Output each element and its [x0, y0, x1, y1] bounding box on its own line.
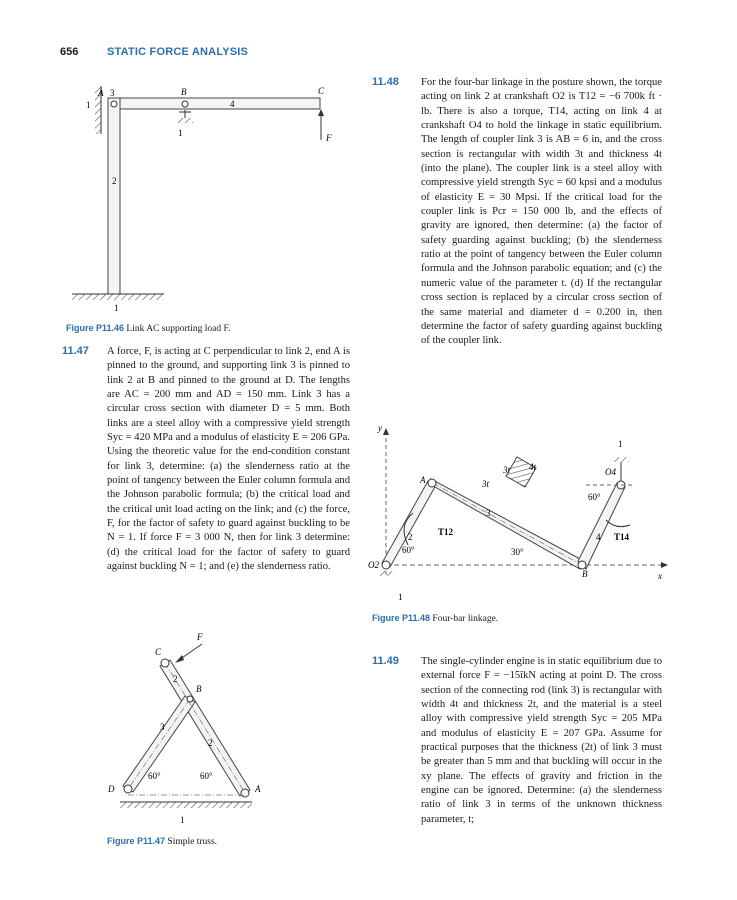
label-2-top: 2: [173, 674, 178, 684]
label-angle-right: 60°: [200, 771, 213, 781]
pin-a: [428, 479, 436, 487]
label-1-mid: 1: [178, 128, 183, 138]
label-1-bottom: 1: [114, 303, 119, 313]
ground-o2: [380, 571, 394, 576]
label-1-bottom: 1: [398, 592, 403, 602]
label-c: C: [155, 647, 162, 657]
label-a: A: [255, 784, 261, 794]
label-angle-left: 60°: [148, 771, 161, 781]
label-3t-b: 3t: [482, 479, 490, 489]
support-b: [177, 118, 193, 123]
problem-text-11-48: For the four-bar linkage in the posture shown, the torque acting on link 2 at crankshaft O2 is T12 = −6 700k ft · lb. There is also a torque, T14, acting on link 4 at crankshaft O4 to hold the linkage in static equilibrium. The length of coupler link 3 is AB = 6 in, and the cross section is rectangular with width 3t and thickness 4t (into the plane). The coupler link is a steel alloy with compressive yield strength Syc = 60 kpsi and a modulus of elasticity E = 30 Mpsi. If the critical load for the coupler link is Pcr = 150 000 lb, and the effects of gravity are ignored, then determine: (a) the factor of safety guarding against buckling; (b) the slenderness ratio at the point of tangency between the Euler column formula and the Johnson parabolic equation; and (c) the numeric value of the parameter t. (d) If the rectangular cross section is replaced by a circular cross section of the same material and diameter d = 0.200 in, then determine the factor of safety guarding against buckling of the coupler link.: [421, 77, 662, 347]
pin-b: [182, 101, 188, 107]
torque-t14-arrow: [606, 520, 630, 527]
label-3: 3: [110, 88, 115, 98]
problem-number-11-48: 11.48: [372, 76, 399, 88]
label-angle-60-right: 60°: [588, 492, 601, 502]
label-o4: O4: [605, 467, 616, 477]
label-c: C: [318, 86, 325, 96]
label-b: B: [196, 684, 202, 694]
label-t14: T14: [614, 532, 630, 542]
label-3: 3: [160, 722, 165, 732]
label-t12: T12: [438, 527, 454, 537]
label-1-top: 1: [618, 439, 623, 449]
running-header: STATIC FORCE ANALYSIS: [107, 46, 249, 58]
figure-p11-48: [368, 425, 668, 605]
pin-c: [161, 659, 169, 667]
problem-text-11-49: The single-cylinder engine is in static equilibrium due to external force F = −15îkN acting at point D. The cross section of the connecting rod (link 3) is rectangular with width 4t and thickness 2t, and the material is a steel alloy with compressive yield strength Syc = 205 MPa and modulus of elasticity E = 207 GPa. Assume for practical purposes that the thickness (2t) of link 3 must be greater than 5 mm and that buckling will occur in the xy plane. The effects of gravity and friction in the engine can be ignored. Determine: (a) the slenderness ratio of link 3 in terms of the unknown thickness parameter, t;: [421, 656, 662, 825]
label-b: B: [181, 87, 187, 97]
problem-number-11-49: 11.49: [372, 655, 399, 667]
ground-o4: [613, 457, 629, 462]
label-angle-60-left: 60°: [402, 545, 415, 555]
pin-b: [187, 696, 193, 702]
label-4: 4: [230, 99, 235, 109]
y-axis-arrowhead: [383, 428, 389, 435]
link-3-centerline: [433, 483, 582, 565]
pin-a: [111, 101, 117, 107]
label-d: D: [108, 784, 115, 794]
caption-p11-47: Figure P11.47 Simple truss.: [107, 836, 218, 847]
page-number: 656: [60, 46, 79, 58]
label-b: B: [582, 569, 588, 579]
label-a: A: [98, 88, 104, 98]
label-angle-30: 30°: [511, 547, 524, 557]
force-f-arrowhead: [318, 109, 324, 116]
label-1: 1: [180, 815, 185, 825]
label-f: F: [326, 133, 332, 143]
label-3t-a: 3t: [503, 465, 511, 475]
pin-d: [124, 785, 132, 793]
force-f-arrowhead: [175, 655, 184, 663]
label-y: y: [378, 425, 382, 433]
label-a: A: [420, 475, 426, 485]
figure-p11-46: [60, 78, 350, 318]
label-x: x: [658, 571, 662, 581]
x-axis-arrowhead: [661, 562, 668, 568]
label-1-left: 1: [86, 100, 91, 110]
label-4t: 4t: [529, 462, 537, 472]
label-o2: O2: [368, 560, 379, 570]
link-ac: [108, 98, 320, 109]
problem-number-11-47: 11.47: [62, 345, 89, 357]
label-2: 2: [408, 532, 413, 542]
label-f: F: [197, 632, 203, 642]
link-2-vertical: [108, 98, 120, 294]
label-2: 2: [112, 176, 117, 186]
caption-p11-48: Figure P11.48 Four-bar linkage.: [372, 613, 499, 624]
label-4: 4: [596, 532, 601, 542]
pin-o2: [382, 561, 390, 569]
caption-p11-46: Figure P11.46 Link AC supporting load F.: [66, 323, 231, 334]
ground-bottom: [72, 294, 164, 300]
pin-a: [241, 789, 249, 797]
ground: [120, 802, 252, 808]
problem-text-11-47: A force, F, is acting at C perpendicular to link 2, end A is pinned to the ground, and supporting link 3 is pinned to link 2 at B and pinned to the ground at D. The lengths are AC = 200 mm and AD = 150 mm. Link 3 has a circular cross section with diameter D = 5 mm. Both links are a steel alloy with a compressive yield strength Syc = 420 MPa and a modulus of elasticity E = 206 GPa. Using the theoretic value for the end-condition constant for link 3, determine: (a) the slenderness ratio at the point of tangency between the Euler column formula and the Johnson parabolic formula; (b) the critical load and the critical unit load acting on the link; and (c) the force, F, for the factor of safety to guard against buckling to be N = 1. If force F = 3 000 N, then for link 3 determine: (d) the critical load for the factor of safety to guard against buckling N = 1; and (e) the slenderness ratio.: [107, 346, 350, 573]
label-2-right: 2: [208, 738, 213, 748]
label-3: 3: [486, 508, 491, 518]
pin-b: [578, 561, 586, 569]
figure-p11-47: [100, 630, 300, 835]
